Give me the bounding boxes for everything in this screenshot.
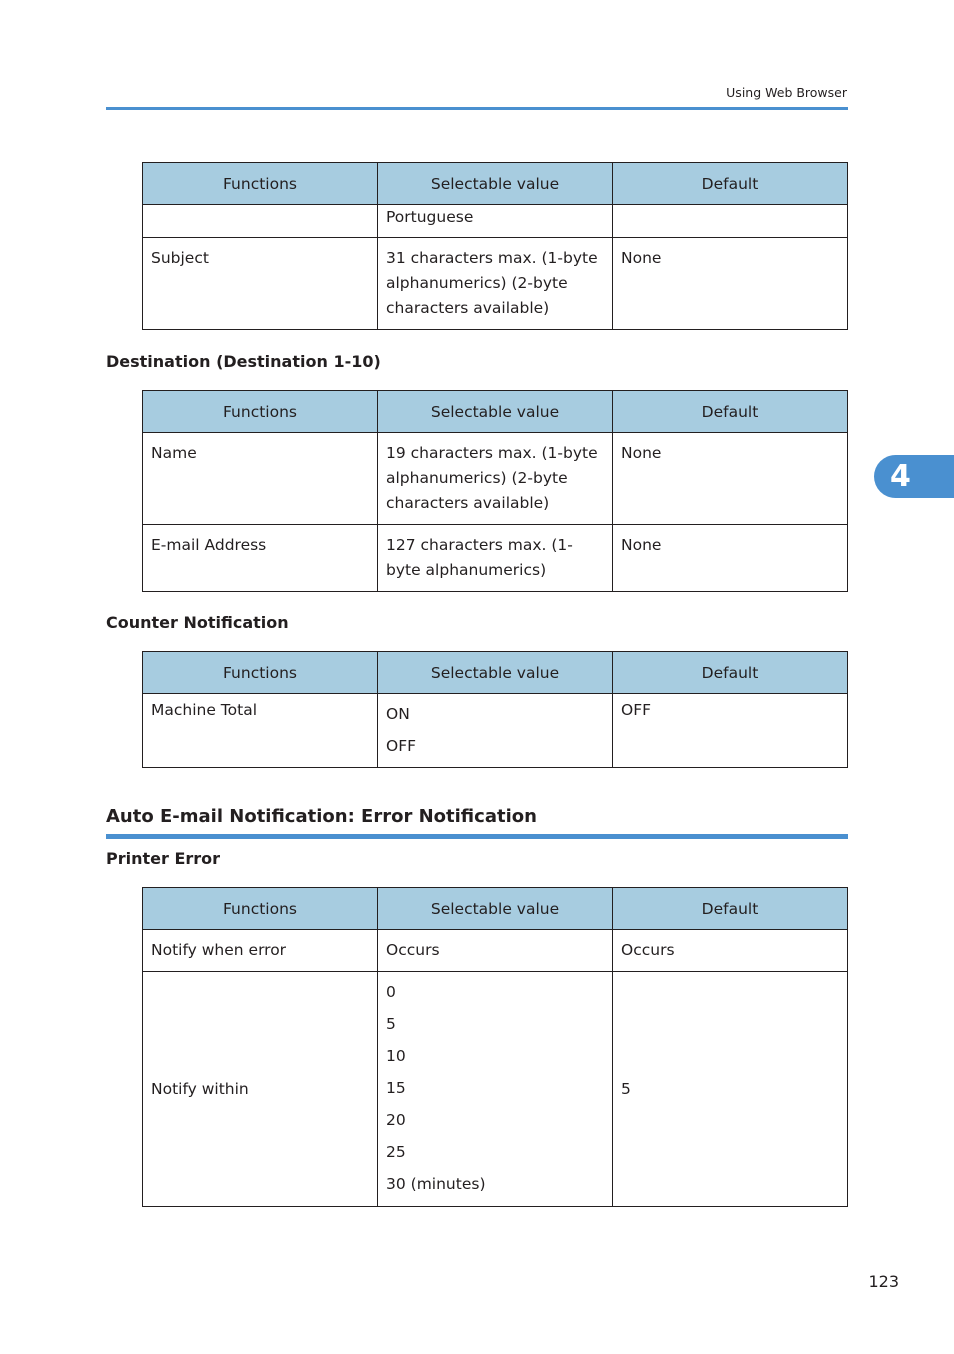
column-header-default: Default bbox=[613, 888, 848, 930]
column-header-selectable-value: Selectable value bbox=[378, 652, 613, 694]
counter-notification-heading: Counter Notification bbox=[106, 613, 289, 632]
default-cell: OFF bbox=[613, 694, 848, 768]
column-header-functions: Functions bbox=[143, 888, 378, 930]
column-header-selectable-value: Selectable value bbox=[378, 163, 613, 205]
default-cell: None bbox=[613, 525, 848, 592]
table-header-row bbox=[143, 652, 848, 694]
default-cell: 5 bbox=[613, 972, 848, 1207]
function-cell: Subject bbox=[143, 238, 378, 330]
default-cell: None bbox=[613, 433, 848, 525]
value-option: 10 bbox=[386, 1047, 406, 1065]
value-cell bbox=[378, 694, 613, 768]
function-cell: Name bbox=[143, 433, 378, 525]
table-header-row bbox=[143, 163, 848, 205]
column-header-default: Default bbox=[613, 652, 848, 694]
column-header-selectable-value: Selectable value bbox=[378, 888, 613, 930]
column-header-default: Default bbox=[613, 163, 848, 205]
section-rule bbox=[106, 834, 848, 839]
default-cell: None bbox=[613, 238, 848, 330]
value-cell: Occurs bbox=[378, 930, 613, 972]
table-header-row bbox=[143, 391, 848, 433]
continued-settings-table bbox=[142, 162, 848, 330]
function-cell: Notify within bbox=[143, 972, 378, 1207]
table-row bbox=[143, 238, 848, 330]
value-option: 15 bbox=[386, 1079, 406, 1097]
column-header-default: Default bbox=[613, 391, 848, 433]
printer-error-heading: Printer Error bbox=[106, 849, 221, 868]
table-row bbox=[143, 694, 848, 768]
column-header-selectable-value: Selectable value bbox=[378, 391, 613, 433]
default-cell bbox=[613, 205, 848, 238]
value-option: 30 (minutes) bbox=[386, 1175, 486, 1193]
function-cell: Machine Total bbox=[143, 694, 378, 768]
page-number: 123 bbox=[868, 1272, 899, 1291]
section-title: Auto E-mail Notification: Error Notification bbox=[106, 806, 537, 827]
value-cell: 31 characters max. (1-byte alphanumerics) (2-byte characters available) bbox=[378, 238, 613, 330]
table-row bbox=[143, 930, 848, 972]
column-header-functions: Functions bbox=[143, 391, 378, 433]
column-header-functions: Functions bbox=[143, 652, 378, 694]
value-option: 25 bbox=[386, 1143, 406, 1161]
value-option: ON bbox=[386, 705, 410, 723]
table-row bbox=[143, 525, 848, 592]
counter-notification-table bbox=[142, 651, 848, 768]
header-rule bbox=[106, 107, 848, 110]
value-cell: 127 characters max. (1-byte alphanumerics) bbox=[378, 525, 613, 592]
running-header: Using Web Browser bbox=[726, 85, 847, 100]
default-cell: Occurs bbox=[613, 930, 848, 972]
value-cell: Portuguese bbox=[378, 205, 613, 238]
table-row bbox=[143, 433, 848, 525]
destination-heading: Destination (Destination 1-10) bbox=[106, 352, 381, 371]
destination-table bbox=[142, 390, 848, 592]
value-option: 0 bbox=[386, 983, 396, 1001]
table-row bbox=[143, 205, 848, 238]
value-option: 5 bbox=[386, 1015, 396, 1033]
function-cell bbox=[143, 205, 378, 238]
chapter-tab: 4 bbox=[874, 455, 954, 498]
table-row bbox=[143, 972, 848, 1207]
column-header-functions: Functions bbox=[143, 163, 378, 205]
value-cell: 19 characters max. (1-byte alphanumerics) (2-byte characters available) bbox=[378, 433, 613, 525]
value-cell bbox=[378, 972, 613, 1207]
function-cell: Notify when error bbox=[143, 930, 378, 972]
value-option: 20 bbox=[386, 1111, 406, 1129]
value-option: OFF bbox=[386, 737, 417, 755]
table-header-row bbox=[143, 888, 848, 930]
printer-error-table bbox=[142, 887, 848, 1207]
function-cell: E-mail Address bbox=[143, 525, 378, 592]
